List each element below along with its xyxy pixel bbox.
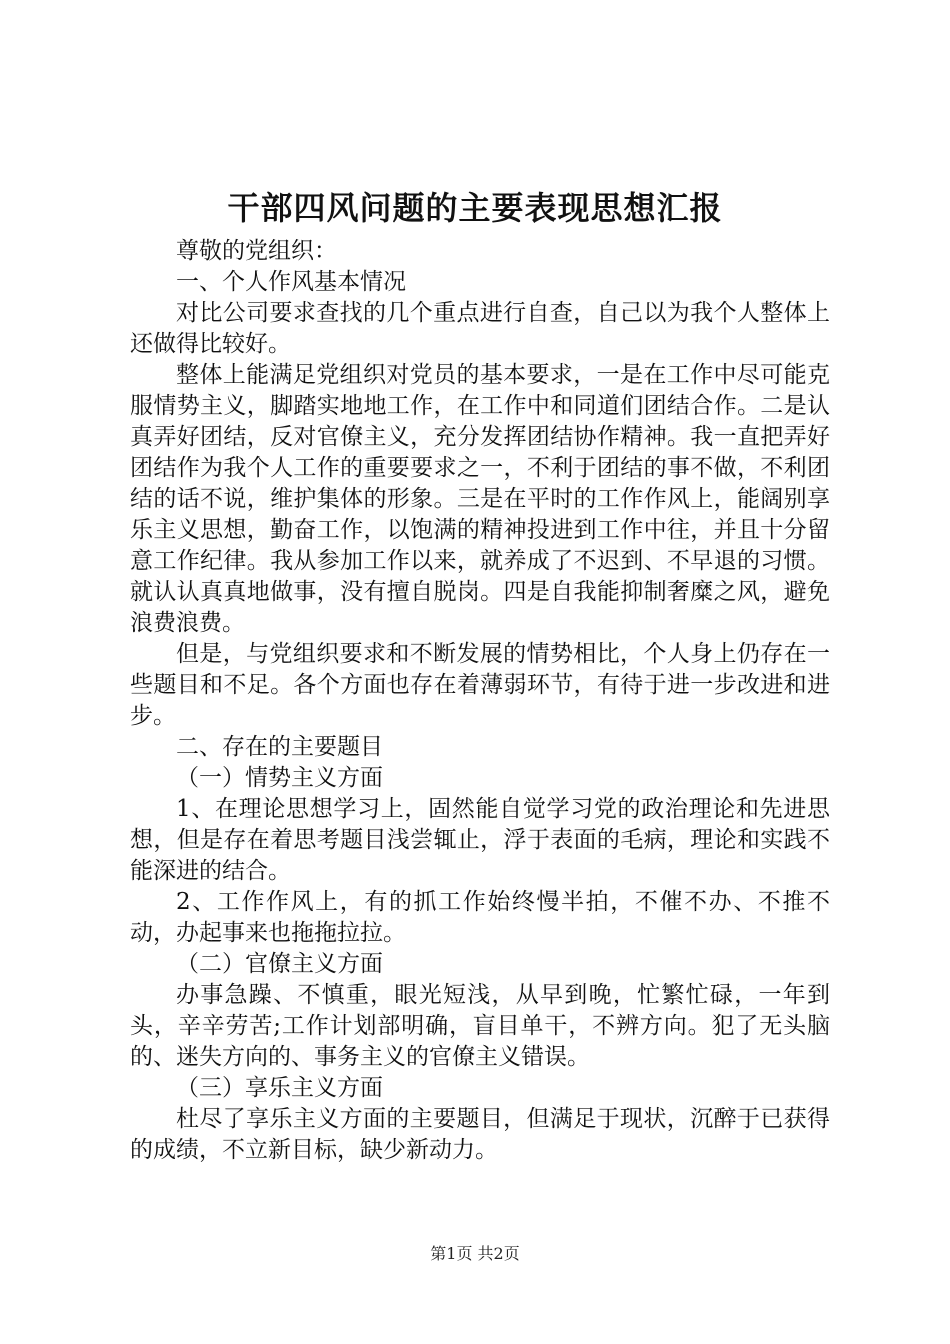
salutation: 尊敬的党组织： [176, 238, 337, 264]
page-footer: 第1页 共2页 [430, 1244, 520, 1263]
document-title: 干部四风问题的主要表现思想汇报 [227, 189, 723, 227]
body-paragraph: 办事急躁、不慎重，眼光短浅，从早到晚，忙繁忙碌，一年到头，辛辛劳苦;工作计划部明确，盲目单干，不辨方向。犯了无头脑的、迷失方向的、事务主义的官僚主义错误。 [130, 982, 830, 1070]
section-heading-1: 一、个人作风基本情况 [176, 269, 406, 295]
subsection-heading-1: （一）情势主义方面 [176, 765, 383, 791]
body-paragraph: 杜尽了享乐主义方面的主要题目，但满足于现状，沉醉于已获得的成绩，不立新目标，缺少新动力。 [130, 1106, 830, 1163]
numbered-item-1: 1、在理论思想学习上，固然能自觉学习党的政治理论和先进思想，但是存在着思考题目浅尝辄止，浮于表面的毛病，理论和实践不能深进的结合。 [130, 796, 830, 884]
subsection-heading-2: （二）官僚主义方面 [176, 951, 383, 977]
subsection-heading-3: （三）享乐主义方面 [176, 1075, 383, 1101]
numbered-item-2: 2、工作作风上，有的抓工作始终慢半拍，不催不办、不推不动，办起事来也拖拖拉拉。 [130, 889, 830, 946]
section-heading-2: 二、存在的主要题目 [176, 734, 383, 760]
body-paragraph: 对比公司要求查找的几个重点进行自查，自己以为我个人整体上还做得比较好。 [130, 300, 830, 357]
body-paragraph: 整体上能满足党组织对党员的基本要求，一是在工作中尽可能克服情势主义，脚踏实地地工作，在工作中和同道们团结合作。二是认真弄好团结，反对官僚主义，充分发挥团结协作精神。我一直把弄好团结作为我个人工作的重要要求之一，不利于团结的事不做，不利团结的话不说，维护集体的形象。三是在平时的工作作风上，能阔别享乐主义思想，勤奋工作，以饱满的精神投进到工作中往，并且十分留意工作纪律。我从参加工作以来，就养成了不迟到、不早退的习惯。就认认真真地做事，没有擅自脱岗。四是自我能抑制奢糜之风，避免浪费浪费。 [130, 362, 830, 636]
document-body [130, 236, 830, 1166]
body-paragraph: 但是，与党组织要求和不断发展的情势相比，个人身上仍存在一些题目和不足。各个方面也存在着薄弱环节，有待于进一步改进和进步。 [130, 641, 830, 729]
